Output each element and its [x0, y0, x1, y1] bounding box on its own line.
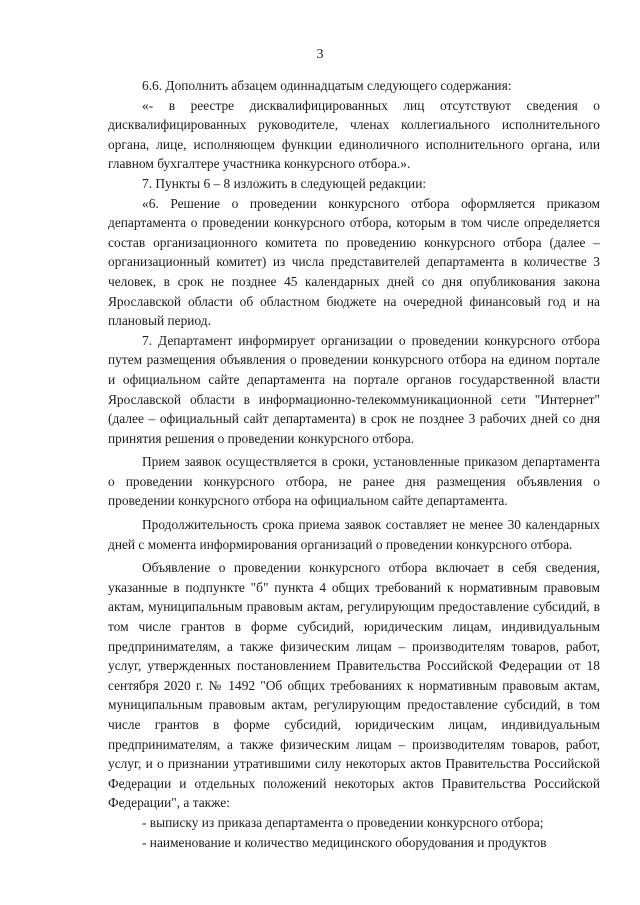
paragraph-amend-6-6: 6.6. Дополнить абзацем одиннадцатым следующего содержания:	[142, 78, 512, 93]
paragraph-applications: Прием заявок осуществляется в сроки, установленные приказом департамента о проведении конкурсного отбора, не ранее дня размещения объявления о проведении конкурсного отбора на официальном сайте департамента.	[108, 454, 600, 509]
page-number: 3	[316, 47, 324, 62]
document-body	[108, 76, 600, 852]
paragraph-disqualified-registry: «- в реестре дисквалифицированных лиц отсутствуют сведения о дисквалифицированных руководителе, членах коллегиального исполнительного органа, лице, исполняющем функции единоличного исполнительного органа, или главном бухгалтере участника конкурсного отбора.».	[108, 97, 600, 172]
paragraph-items-6-8: 7. Пункты 6 – 8 изложить в следующей редакции:	[142, 175, 427, 191]
list-item: - наименование и количество медицинского оборудования и продуктов	[142, 834, 547, 850]
list-item: - выписку из приказа департамента о проведении конкурсного отбора;	[142, 814, 544, 830]
paragraph-duration: Продолжительность срока приема заявок составляет не менее 30 календарных дней с момента информирования организаций о проведении конкурсного отбора.	[108, 517, 600, 552]
paragraph-announcement: Объявление о проведении конкурсного отбора включает в себя сведения, указанные в подпункте "б" пункта 4 общих требований к нормативным правовым актам, муниципальным правовым актам, регулирующим предоставление субсидий, в том числе грантов в форме субсидий, юридическим лицам, индивидуальным предпринимателям, а также физическим лицам – производителям товаров, работ, услуг, утвержденных постановлением Правительства Российской Федерации от 18 сентября 2020 г. № 1492 "Об общих требованиях к нормативным правовым актам, муниципальным правовым актам, регулирующим предоставление субсидий, в том числе грантов в форме субсидий, юридическим лицам, индивидуальным предпринимателям, а также физическим лицам – производителям товаров, работ, услуг, и о признании утратившими силу некоторых актов Правительства Российской Федерации и отдельных положений некоторых актов Правительства Российской Федерации", а также:	[108, 560, 600, 811]
paragraph-item-7: 7. Департамент информирует организации о проведении конкурсного отбора путем размещения объявления о проведении конкурсного отбора на едином портале и официальном сайте департамента на портале органов государственной власти Ярославской области в информационно-телекоммуникационной сети "Интернет" (далее – официальный сайт департамента) в срок не позднее 3 рабочих дней со дня принятия решения о проведении конкурсного отбора.	[108, 332, 600, 446]
paragraph-item-6: «6. Решение о проведении конкурсного отбора оформляется приказом департамента о проведении конкурсного отбора, которым в том числе определяется состав организационного комитета по проведению конкурсного отбора (далее – организационный комитет) из числа представителей департамента в количестве 3 человек, в срок не позднее 45 календарных дней со дня опубликования закона Ярославской области об областном бюджете на очередной финансовый год и на плановый период.	[108, 195, 600, 329]
